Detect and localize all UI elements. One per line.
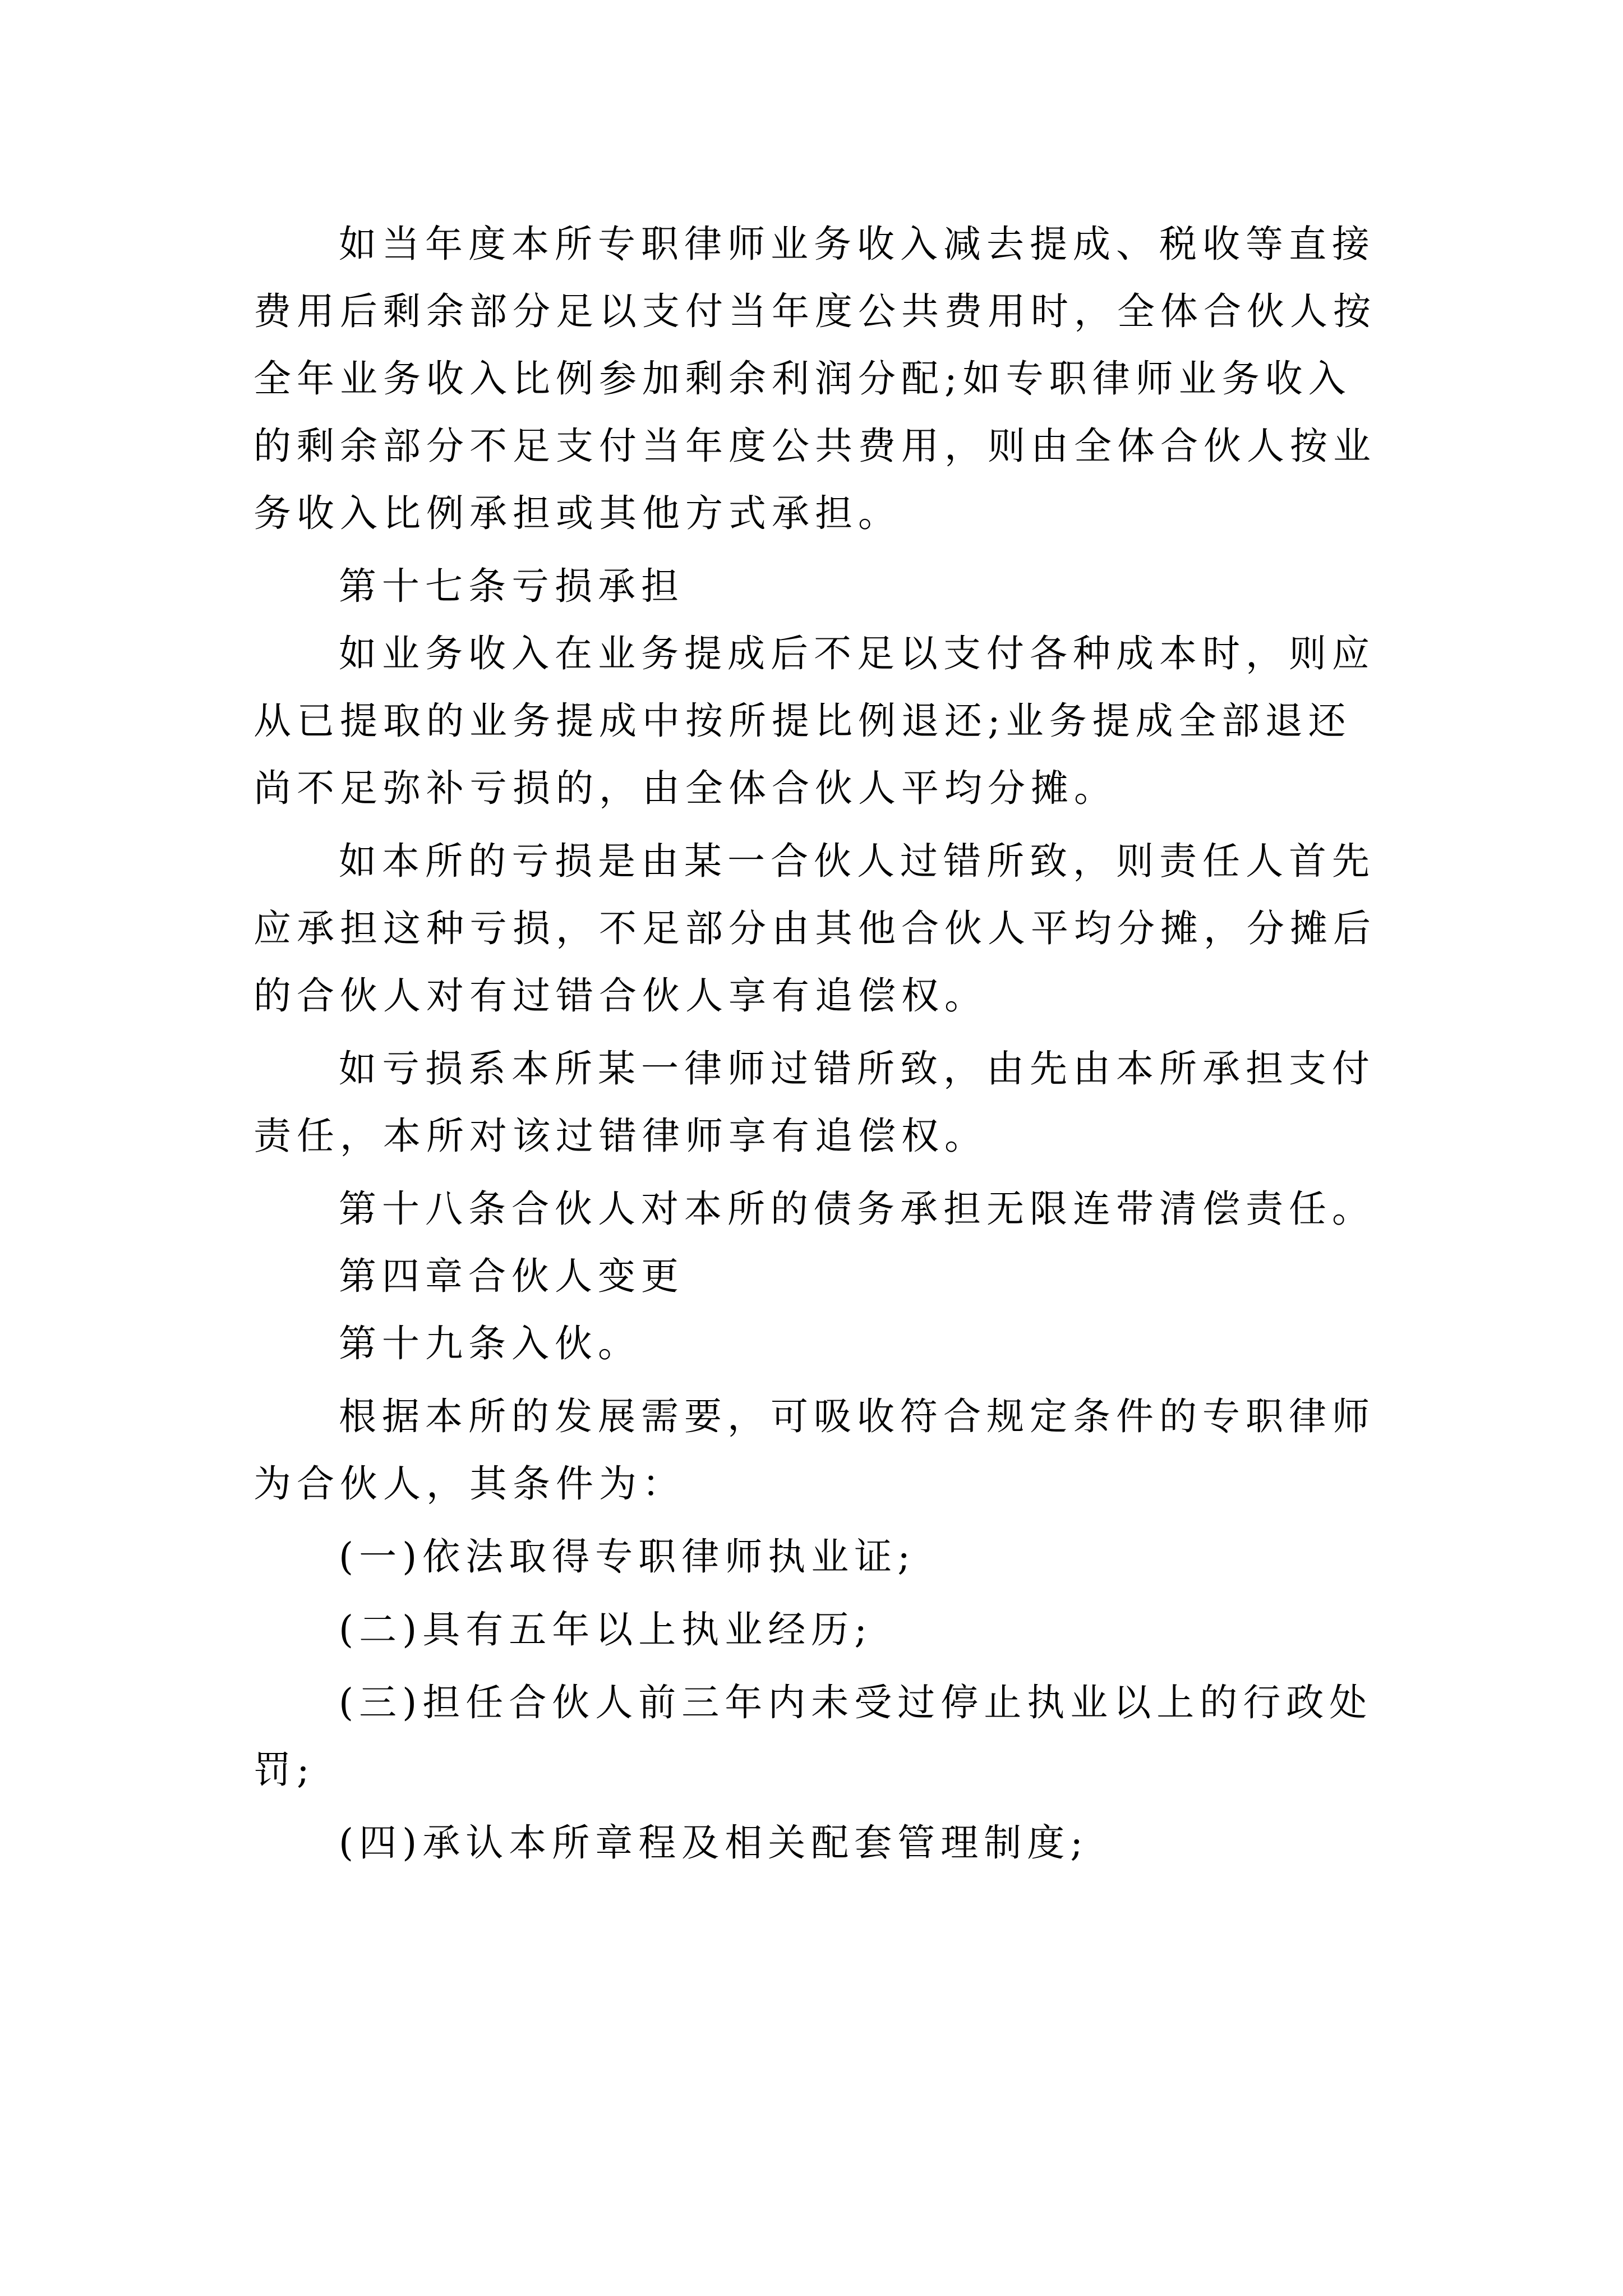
- paragraph-line: 全年业务收入比例参加剩余利润分配;如专职律师业务收入: [253, 357, 1352, 401]
- list-item: (三)担任合伙人前三年内未受过停止执业以上的行政处: [339, 1681, 1373, 1724]
- paragraph-line: 如亏损系本所某一律师过错所致，由先由本所承担支付: [339, 1047, 1375, 1091]
- list-item: (一)依法取得专职律师执业证;: [339, 1535, 916, 1579]
- list-item: (四)承认本所章程及相关配套管理制度;: [339, 1821, 1089, 1865]
- article-line: 第十八条合伙人对本所的债务承担无限连带清偿责任。: [339, 1187, 1375, 1231]
- chapter-heading: 第四章合伙人变更: [339, 1254, 684, 1298]
- paragraph-line: 的剩余部分不足支付当年度公共费用，则由全体合伙人按业: [253, 424, 1376, 468]
- article-heading: 第十九条入伙。: [339, 1322, 641, 1365]
- list-item: (二)具有五年以上执业经历;: [339, 1608, 873, 1651]
- paragraph-line: 应承担这种亏损，不足部分由其他合伙人平均分摊，分摊后: [253, 907, 1376, 950]
- paragraph-line: 从已提取的业务提成中按所提比例退还;业务提成全部退还: [253, 699, 1352, 743]
- paragraph-line: 费用后剩余部分足以支付当年度公共费用时，全体合伙人按: [253, 289, 1376, 333]
- list-item-continuation: 罚;: [253, 1748, 315, 1792]
- paragraph-line: 为合伙人，其条件为：: [253, 1462, 685, 1506]
- paragraph-line: 责任，本所对该过错律师享有追偿权。: [253, 1114, 988, 1158]
- paragraph-line: 如业务收入在业务提成后不足以支付各种成本时，则应: [339, 632, 1375, 675]
- paragraph-line: 务收入比例承担或其他方式承担。: [253, 491, 901, 535]
- paragraph-line: 如当年度本所专职律师业务收入减去提成、税收等直接: [339, 222, 1375, 266]
- paragraph-line: 如本所的亏损是由某一合伙人过错所致，则责任人首先: [339, 839, 1375, 883]
- paragraph-line: 的合伙人对有过错合伙人享有追偿权。: [253, 974, 988, 1018]
- paragraph-line: 尚不足弥补亏损的，由全体合伙人平均分摊。: [253, 766, 1117, 810]
- paragraph-line: 根据本所的发展需要，可吸收符合规定条件的专职律师: [339, 1395, 1375, 1438]
- article-heading: 第十七条亏损承担: [339, 564, 684, 608]
